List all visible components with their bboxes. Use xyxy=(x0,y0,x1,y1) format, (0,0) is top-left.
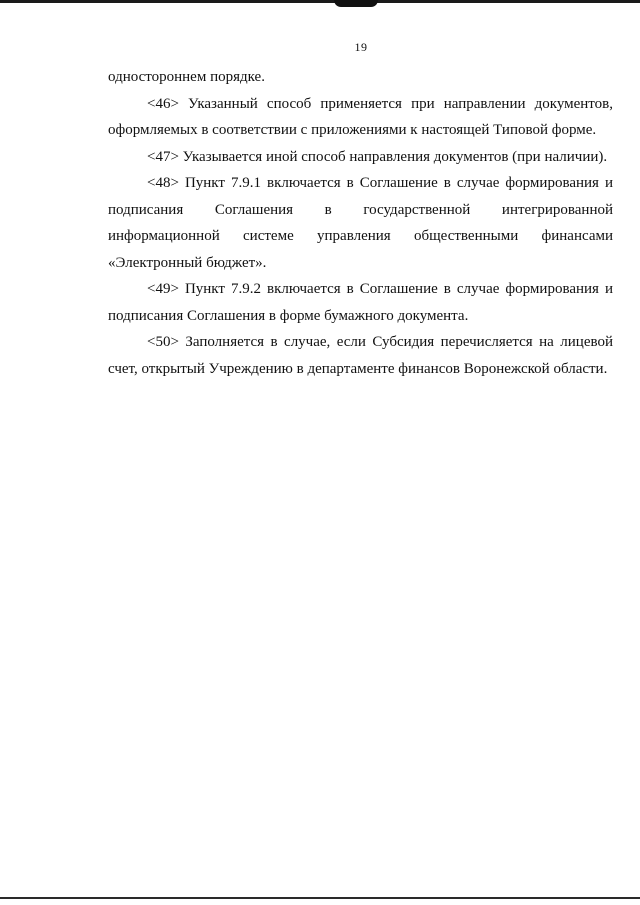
footnote-49: <49> Пункт 7.9.2 включается в Соглашение в случае формирования и подписания Соглашения в форме бумажного документа. xyxy=(108,281,613,324)
paragraph-continuation: одностороннем порядке. xyxy=(108,69,265,85)
page-number: 19 xyxy=(354,40,368,54)
bottom-scan-border xyxy=(0,897,640,899)
top-scan-border xyxy=(0,0,640,3)
footnote-47: <47> Указывается иной способ направления документов (при наличии). xyxy=(147,148,608,165)
footnote-48: <48> Пункт 7.9.1 включается в Соглашение в случае формирования и подписания Соглашения в государственной интегрированной информационной системе управления общественными финансами «Электронный бюджет». xyxy=(108,175,613,271)
document-body xyxy=(108,64,613,382)
footnote-46: <46> Указанный способ применяется при направлении документов, оформляемых в соответствии с приложениями к настоящей Типовой форме. xyxy=(108,95,613,138)
top-scan-mark xyxy=(334,0,378,7)
footnote-50: <50> Заполняется в случае, если Субсидия перечисляется на лицевой счет, открытый Учреждению в департаменте финансов Воронежской области. xyxy=(108,334,613,377)
